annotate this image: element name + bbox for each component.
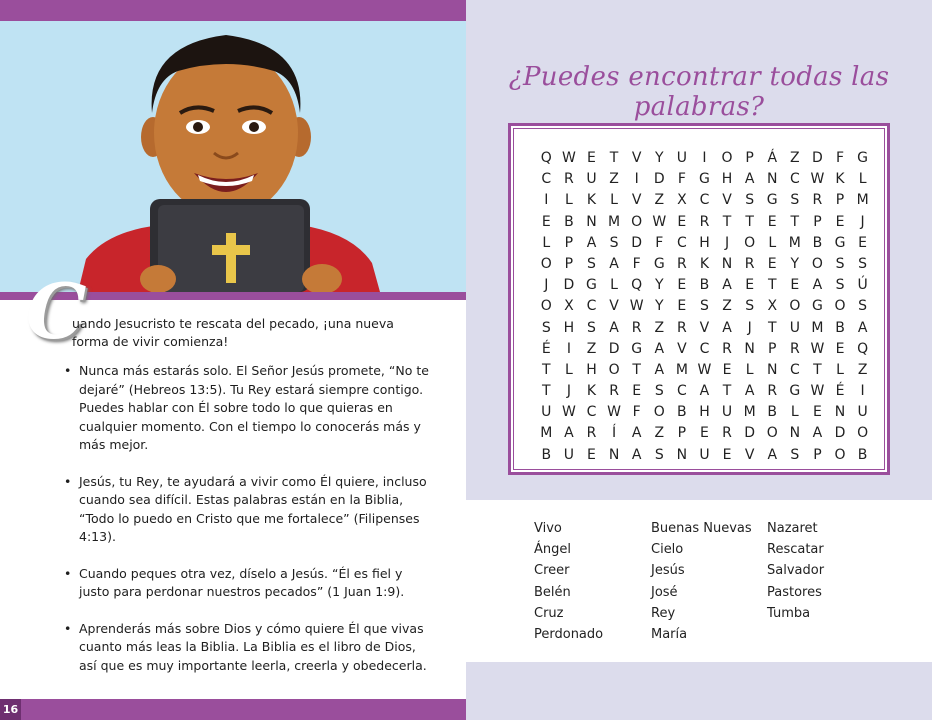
word-list-item: Nazaret [767, 521, 818, 536]
grid-letter: N [676, 446, 688, 463]
grid-letter: A [654, 361, 665, 378]
grid-letter: M [811, 319, 824, 336]
grid-letter: D [608, 340, 620, 357]
grid-letter: B [835, 319, 845, 336]
grid-letter: L [610, 277, 618, 294]
grid-letter: T [813, 361, 822, 378]
grid-letter: L [564, 361, 573, 378]
grid-letter: C [699, 192, 710, 209]
grid-letter: O [540, 298, 552, 315]
grid-letter: O [857, 425, 869, 442]
grid-letter: F [632, 255, 641, 272]
grid-letter: G [699, 171, 710, 188]
grid-letter: G [811, 298, 823, 315]
grid-letter: D [631, 234, 643, 251]
word-list-column [651, 518, 752, 645]
grid-letter: K [586, 192, 597, 209]
word-list-item: Buenas Nuevas [651, 521, 752, 536]
grid-letter: A [812, 277, 823, 294]
grid-letter: R [812, 192, 823, 209]
grid-letter: E [722, 446, 732, 463]
grid-letter: O [631, 213, 643, 230]
grid-letter: O [744, 234, 756, 251]
grid-letter: T [542, 383, 551, 400]
grid-letter: R [609, 383, 619, 400]
grid-letter: B [857, 446, 868, 463]
grid-letter: Q [631, 277, 643, 294]
grid-letter: L [542, 234, 551, 251]
grid-letter: D [834, 425, 846, 442]
grid-letter: V [677, 340, 687, 357]
grid-letter: A [631, 446, 642, 463]
grid-letter: Y [654, 150, 664, 166]
grid-letter: A [857, 319, 868, 336]
grid-letter: D [563, 277, 575, 294]
grid-letter: S [790, 446, 800, 463]
grid-letter: U [586, 171, 597, 188]
grid-letter: Y [654, 298, 664, 315]
grid-letter: Q [857, 340, 869, 357]
grid-letter: B [767, 404, 778, 421]
grid-letter: A [744, 171, 755, 188]
word-list-item: Creer [534, 563, 570, 579]
grid-letter: Ú [857, 277, 868, 294]
top-color-band [0, 0, 466, 21]
grid-letter: U [721, 404, 733, 421]
grid-letter: Z [857, 361, 868, 378]
grid-letter: W [697, 361, 712, 378]
word-list-item: Rey [651, 605, 676, 621]
drop-cap: C [26, 267, 87, 356]
grid-letter: Z [609, 171, 619, 188]
grid-letter: Z [586, 340, 597, 357]
grid-letter: L [745, 361, 754, 378]
grid-letter: N [834, 404, 846, 421]
grid-letter: S [609, 234, 619, 251]
grid-letter: J [544, 277, 549, 294]
grid-letter: O [834, 446, 846, 463]
grid-letter: L [564, 192, 573, 209]
grid-letter: O [721, 150, 733, 166]
grid-letter: R [564, 171, 574, 188]
grid-letter: W [810, 171, 825, 188]
grid-letter: J [724, 234, 730, 251]
grid-letter: E [722, 361, 732, 378]
grid-letter: E [700, 425, 709, 442]
grid-letter: P [745, 150, 754, 166]
grid-letter: G [653, 255, 665, 272]
grid-letter: W [810, 383, 825, 400]
grid-letter: H [563, 319, 575, 336]
grid-letter: W [561, 150, 576, 166]
grid-letter: P [813, 446, 822, 463]
grid-letter: F [655, 234, 664, 251]
grid-letter: G [766, 192, 778, 209]
grid-letter: X [564, 298, 574, 315]
word-list-item: Belén [534, 584, 571, 600]
grid-letter: Y [790, 255, 800, 272]
illustration-art [0, 21, 466, 292]
grid-letter: A [767, 446, 778, 463]
grid-letter: P [813, 213, 822, 230]
grid-letter: E [587, 150, 596, 166]
grid-letter: P [835, 192, 845, 209]
grid-letter: T [767, 277, 777, 294]
grid-letter: B [564, 213, 574, 230]
grid-letter: S [835, 277, 845, 294]
grid-letter: U [563, 446, 575, 463]
grid-letter: E [790, 277, 800, 294]
grid-letter: X [767, 298, 778, 315]
grid-letter: F [632, 404, 641, 421]
grid-letter: O [608, 361, 620, 378]
grid-letter: A [631, 425, 642, 442]
grid-letter: N [586, 213, 597, 230]
grid-letter: K [835, 171, 845, 188]
grid-letter: M [743, 404, 756, 421]
grid-letter: P [564, 234, 574, 251]
word-list-item: Perdonado [534, 627, 604, 643]
word-search-grid [535, 148, 874, 466]
grid-letter: U [789, 319, 800, 336]
grid-letter: J [566, 383, 571, 400]
grid-letter: D [744, 425, 756, 442]
grid-letter: C [586, 404, 597, 421]
grid-letter: E [858, 234, 868, 251]
grid-letter: S [858, 255, 868, 272]
word-list-item: Tumba [767, 605, 811, 621]
grid-letter: F [677, 171, 686, 188]
grid-letter: E [767, 213, 777, 230]
grid-letter: T [542, 361, 551, 378]
grid-letter: I [566, 340, 571, 357]
grid-letter: A [654, 340, 665, 357]
grid-letter: Z [654, 192, 665, 209]
grid-letter: T [745, 213, 754, 230]
grid-letter: D [653, 171, 665, 188]
grid-letter: W [629, 298, 644, 315]
word-list-item: Jesús [651, 563, 685, 579]
grid-letter: A [744, 383, 755, 400]
grid-letter: Á [767, 150, 778, 166]
grid-letter: A [722, 277, 732, 294]
grid-letter: A [586, 234, 597, 251]
grid-letter: M [675, 361, 688, 378]
word-list-item: José [651, 584, 678, 600]
grid-letter: V [609, 298, 619, 315]
grid-letter: X [677, 192, 687, 209]
grid-letter: O [834, 298, 846, 315]
grid-letter: Í [612, 425, 617, 442]
grid-letter: Z [654, 319, 665, 336]
grid-letter: R [722, 340, 732, 357]
grid-letter: R [744, 255, 755, 272]
puzzle-title: ¿Puedes encontrar todas las palabras? [508, 62, 890, 122]
bullet-item: • Aprenderás más sobre Dios y cómo quiere Él que vivas cuanto más leas la Biblia. La Biblia es el libro de Dios, así que es muy importante leerla, creerla y obedecerla. [64, 620, 434, 676]
word-list-item: Rescatar [767, 542, 824, 558]
word-list-item: Cielo [651, 542, 684, 558]
grid-letter: V [631, 192, 642, 209]
bullet-list [64, 362, 434, 675]
grid-letter: S [835, 255, 845, 272]
grid-letter: B [812, 234, 823, 251]
grid-letter: Y [654, 277, 664, 294]
word-list-item: Ángel [534, 542, 571, 558]
grid-letter: S [654, 446, 664, 463]
grid-letter: I [860, 383, 865, 400]
grid-letter: L [790, 404, 799, 421]
grid-letter: C [676, 383, 687, 400]
grid-letter: R [699, 213, 710, 230]
grid-letter: C [699, 340, 710, 357]
grid-letter: C [541, 171, 552, 188]
word-search-frame [508, 123, 890, 475]
grid-letter: J [860, 213, 865, 230]
grid-letter: T [609, 150, 619, 166]
grid-letter: C [789, 361, 800, 378]
grid-letter: G [586, 277, 597, 294]
grid-letter: T [790, 213, 800, 230]
grid-letter: R [676, 319, 687, 336]
grid-letter: E [677, 298, 687, 315]
grid-letter: E [835, 213, 845, 230]
grid-letter: N [744, 340, 755, 357]
grid-letter: S [790, 192, 800, 209]
word-list-item: Salvador [767, 563, 825, 579]
grid-letter: E [632, 383, 642, 400]
grid-letter: U [699, 446, 710, 463]
grid-letter: H [586, 361, 597, 378]
grid-letter: E [835, 340, 845, 357]
grid-letter: S [587, 255, 596, 272]
bullet-item: • Cuando peques otra vez, díselo a Jesús. “Él es fiel y justo para perdonar nuestros pecados” (1 Juan 1:9). [64, 565, 434, 602]
grid-letter: K [586, 383, 597, 400]
grid-letter: M [608, 213, 621, 230]
grid-letter: N [766, 361, 778, 378]
grid-letter: S [745, 192, 755, 209]
grid-letter: T [722, 213, 732, 230]
grid-letter: R [586, 425, 597, 442]
grid-letter: É [835, 383, 845, 400]
grid-letter: G [834, 234, 846, 251]
grid-letter: L [836, 361, 844, 378]
grid-letter: O [653, 404, 665, 421]
grid-letter: A [609, 319, 619, 336]
grid-letter: N [721, 255, 733, 272]
grid-letter: A [609, 255, 619, 272]
grid-letter: Q [540, 150, 552, 166]
grid-letter: E [767, 255, 777, 272]
grid-letter: L [858, 171, 867, 188]
grid-letter: N [608, 446, 620, 463]
grid-letter: G [631, 340, 643, 357]
bullet-item: • Nunca más estarás solo. El Señor Jesús promete, “No te dejaré” (Hebreos 13:5). Tu Rey estará siempre contigo. Puedes hablar con Él sobre todo lo que quieras en cualquier momento. Con el tiempo lo conocerás más y más mejor. [64, 362, 434, 455]
grid-letter: C [676, 234, 687, 251]
grid-letter: O [766, 425, 778, 442]
grid-letter: S [541, 319, 551, 336]
grid-letter: S [700, 298, 709, 315]
grid-letter: A [722, 319, 732, 336]
grid-letter: I [544, 192, 549, 209]
grid-letter: H [699, 234, 710, 251]
grid-letter: É [541, 340, 551, 357]
grid-letter: E [745, 277, 755, 294]
grid-letter: O [811, 255, 823, 272]
grid-letter: V [699, 319, 710, 336]
word-list-item: Pastores [767, 584, 822, 600]
grid-letter: E [677, 277, 687, 294]
grid-letter: D [812, 150, 823, 166]
grid-letter: O [789, 298, 801, 315]
grid-letter: G [789, 383, 801, 400]
grid-letter: S [745, 298, 755, 315]
grid-letter: Z [654, 425, 665, 442]
grid-letter: V [722, 192, 732, 209]
grid-letter: S [654, 383, 664, 400]
bullet-item: • Jesús, tu Rey, te ayudará a vivir como Él quiere, incluso cuando sea difícil. Estas palabras están en la Biblia, “Todo lo puedo en Cristo que me fortalece” (Filipenses 4:13). [64, 473, 434, 547]
grid-letter: T [632, 361, 641, 378]
grid-letter: E [541, 213, 551, 230]
grid-letter: H [721, 171, 733, 188]
grid-letter: E [812, 404, 822, 421]
grid-letter: E [677, 213, 687, 230]
grid-letter: I [702, 150, 707, 166]
grid-letter: F [835, 150, 845, 166]
grid-letter: B [541, 446, 552, 463]
grid-letter: C [789, 171, 800, 188]
right-page [466, 0, 932, 720]
grid-letter: O [540, 255, 552, 272]
boy-holding-bible-illustration [0, 21, 466, 292]
grid-letter: T [722, 383, 732, 400]
grid-letter: I [634, 171, 639, 188]
grid-letter: V [631, 150, 642, 166]
grid-letter: G [857, 150, 869, 166]
grid-letter: Z [722, 298, 732, 315]
grid-letter: H [699, 404, 710, 421]
grid-letter: A [812, 425, 823, 442]
grid-letter: V [744, 446, 755, 463]
grid-letter: R [631, 319, 642, 336]
grid-letter: K [699, 255, 710, 272]
grid-letter: L [610, 192, 618, 209]
page-number: 16 [0, 699, 21, 720]
grid-letter: B [699, 277, 710, 294]
grid-letter: P [768, 340, 777, 357]
grid-letter: A [699, 383, 710, 400]
grid-letter: N [766, 171, 778, 188]
word-list-column [534, 518, 603, 645]
grid-letter: S [587, 319, 596, 336]
grid-letter: B [677, 404, 687, 421]
grid-letter: R [789, 340, 800, 357]
grid-letter: T [767, 319, 777, 336]
grid-letter: M [856, 192, 869, 209]
grid-letter: W [652, 213, 667, 230]
footer-band [0, 699, 466, 720]
grid-letter: U [857, 404, 868, 421]
word-list-column [767, 518, 824, 624]
grid-letter: R [767, 383, 778, 400]
grid-letter: E [587, 446, 596, 463]
grid-letter: M [540, 425, 553, 442]
grid-letter: L [768, 234, 777, 251]
grid-letter: R [722, 425, 732, 442]
grid-letter: N [789, 425, 801, 442]
grid-letter: J [747, 319, 752, 336]
grid-letter: Z [790, 150, 800, 166]
grid-letter: U [676, 150, 687, 166]
grid-letter: M [788, 234, 801, 251]
grid-letter: P [564, 255, 574, 272]
word-list-item: Cruz [534, 605, 564, 621]
grid-letter: A [564, 425, 574, 442]
grid-letter: P [677, 425, 687, 442]
grid-letter: W [607, 404, 621, 421]
grid-letter: C [586, 298, 597, 315]
grid-letter: R [676, 255, 687, 272]
word-list-item: María [651, 627, 688, 643]
grid-letter: W [561, 404, 576, 421]
grid-letter: U [541, 404, 552, 421]
grid-letter: S [858, 298, 868, 315]
intro-paragraph: uando Jesucristo te rescata del pecado, ¡una nueva forma de vivir comienza! [72, 316, 394, 349]
grid-letter: W [810, 340, 825, 357]
word-list-item: Vivo [534, 521, 562, 536]
